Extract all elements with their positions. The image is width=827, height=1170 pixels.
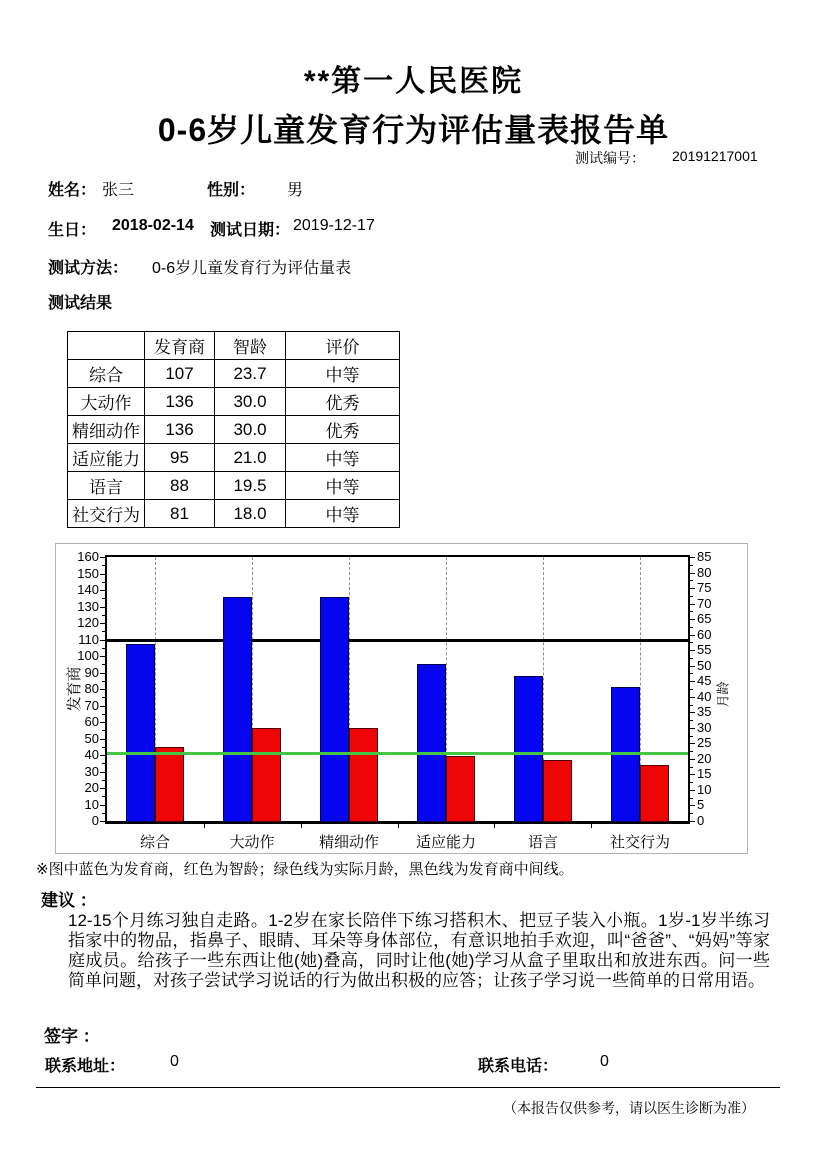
right-minor-tick xyxy=(690,611,693,612)
right-tick-label: 35 xyxy=(697,704,712,719)
report-title: 0-6岁儿童发育行为评估量表报告单 xyxy=(157,112,670,148)
category-label-4: 语言 xyxy=(527,834,558,851)
category-label-5: 社交行为 xyxy=(609,834,670,851)
left-minor-tick xyxy=(102,714,105,715)
left-tick xyxy=(100,656,105,657)
method-line xyxy=(0,255,827,275)
left-tick xyxy=(100,623,105,624)
right-tick-label: 20 xyxy=(697,751,712,766)
bar-ma-5 xyxy=(640,765,669,822)
row-rating: 中等 xyxy=(286,360,400,388)
left-tick xyxy=(100,772,105,773)
category-label-0: 综合 xyxy=(139,834,170,851)
bar-dq-1 xyxy=(223,597,252,822)
axis-left xyxy=(105,555,107,823)
row-rating: 优秀 xyxy=(286,416,400,444)
phone-value: 0 xyxy=(600,1053,609,1070)
chart-plot-area xyxy=(56,544,747,853)
x-tick xyxy=(398,824,399,828)
right-tick xyxy=(690,743,695,744)
test-date-label: 测试日期： xyxy=(210,222,291,239)
left-tick xyxy=(100,722,105,723)
left-tick-label: 140 xyxy=(77,582,99,597)
left-axis-title: 发育商 xyxy=(66,666,83,712)
right-tick-label: 15 xyxy=(697,766,712,781)
left-minor-tick xyxy=(102,648,105,649)
disclaimer-text: （本报告仅供参考，请以医生诊断为准） xyxy=(503,1100,755,1116)
left-minor-tick xyxy=(102,780,105,781)
right-minor-tick xyxy=(690,627,693,628)
bar-ma-0 xyxy=(155,747,184,822)
right-tick-label: 85 xyxy=(697,549,712,564)
right-tick xyxy=(690,790,695,791)
signature-label: 签字 ： xyxy=(44,1027,100,1046)
right-tick xyxy=(690,728,695,729)
left-tick xyxy=(100,590,105,591)
category-label-2: 精细动作 xyxy=(318,834,379,851)
right-minor-tick xyxy=(690,596,693,597)
left-minor-tick xyxy=(102,582,105,583)
header-cell-rating: 评价 xyxy=(286,332,400,360)
x-tick xyxy=(301,824,302,828)
reference-line-实际月龄 xyxy=(107,752,688,755)
right-tick xyxy=(690,681,695,682)
row-name: 精细动作 xyxy=(68,416,145,444)
left-tick-label: 100 xyxy=(77,648,99,663)
birth-label: 生日： xyxy=(48,222,97,239)
birth-value: 2018-02-14 xyxy=(112,217,194,234)
bar-ma-1 xyxy=(252,728,281,822)
right-tick xyxy=(690,759,695,760)
right-tick xyxy=(690,821,695,822)
right-tick xyxy=(690,604,695,605)
left-minor-tick xyxy=(102,631,105,632)
right-tick-label: 65 xyxy=(697,611,712,626)
right-tick-label: 5 xyxy=(697,797,705,812)
left-tick-label: 30 xyxy=(84,764,99,779)
x-tick xyxy=(494,824,495,828)
right-tick-label: 25 xyxy=(697,735,712,750)
row-name: 适应能力 xyxy=(68,444,145,472)
right-tick xyxy=(690,774,695,775)
right-tick xyxy=(690,557,695,558)
row-name: 语言 xyxy=(68,472,145,500)
right-tick xyxy=(690,650,695,651)
test-date-value: 2019-12-17 xyxy=(293,217,375,234)
results-table xyxy=(67,331,400,528)
right-minor-tick xyxy=(690,642,693,643)
address-value: 0 xyxy=(170,1053,179,1070)
left-tick-label: 120 xyxy=(77,615,99,630)
phone-label: 联系电话： xyxy=(478,1058,559,1075)
row-ma: 18.0 xyxy=(215,500,286,528)
left-minor-tick xyxy=(102,747,105,748)
table-row xyxy=(68,388,400,416)
right-tick xyxy=(690,573,695,574)
row-ma: 19.5 xyxy=(215,472,286,500)
right-tick-label: 80 xyxy=(697,565,712,580)
right-tick-label: 75 xyxy=(697,580,712,595)
name-value: 张三 xyxy=(102,182,135,199)
x-tick xyxy=(204,824,205,828)
row-dq: 81 xyxy=(145,500,215,528)
left-tick-label: 50 xyxy=(84,731,99,746)
row-name: 综合 xyxy=(68,360,145,388)
right-axis-title: 月龄 xyxy=(715,681,731,708)
row-rating: 中等 xyxy=(286,472,400,500)
row-rating: 中等 xyxy=(286,444,400,472)
footer-divider xyxy=(36,1087,780,1088)
right-tick xyxy=(690,619,695,620)
row-dq: 136 xyxy=(145,388,215,416)
header-cell-blank xyxy=(68,332,145,360)
left-minor-tick xyxy=(102,796,105,797)
left-tick xyxy=(100,821,105,822)
right-tick-label: 70 xyxy=(697,596,712,611)
left-tick-label: 70 xyxy=(84,698,99,713)
right-minor-tick xyxy=(690,782,693,783)
row-rating: 中等 xyxy=(286,500,400,528)
right-tick-label: 30 xyxy=(697,720,712,735)
name-label: 姓名： xyxy=(48,182,97,199)
left-minor-tick xyxy=(102,598,105,599)
left-tick xyxy=(100,755,105,756)
left-tick-label: 110 xyxy=(78,632,99,647)
category-label-3: 适应能力 xyxy=(415,834,476,851)
row-dq: 88 xyxy=(145,472,215,500)
right-tick-label: 60 xyxy=(697,627,712,642)
right-tick-label: 40 xyxy=(697,689,712,704)
method-value: 0-6岁儿童发育行为评估量表 xyxy=(152,260,352,277)
right-minor-tick xyxy=(690,580,693,581)
test-no-line xyxy=(0,148,827,166)
left-tick xyxy=(100,640,105,641)
left-tick-label: 60 xyxy=(84,714,99,729)
x-tick xyxy=(591,824,592,828)
right-tick xyxy=(690,712,695,713)
right-minor-tick xyxy=(690,720,693,721)
right-tick-label: 10 xyxy=(697,782,712,797)
left-tick-label: 20 xyxy=(84,780,99,795)
result-section-label: 测试结果 xyxy=(48,295,113,312)
left-minor-tick xyxy=(102,565,105,566)
row-dq: 136 xyxy=(145,416,215,444)
right-minor-tick xyxy=(690,798,693,799)
left-tick xyxy=(100,557,105,558)
right-tick xyxy=(690,697,695,698)
row-ma: 30.0 xyxy=(215,416,286,444)
left-tick-label: 90 xyxy=(84,665,99,680)
right-tick-label: 50 xyxy=(697,658,712,673)
right-tick xyxy=(690,588,695,589)
chart-legend-note: ※图中蓝色为发育商，红色为智龄；绿色线为实际月龄，黑色线为发育商中间线。 xyxy=(36,861,574,878)
right-tick-label: 45 xyxy=(697,673,712,688)
left-tick xyxy=(100,805,105,806)
left-tick-label: 40 xyxy=(84,747,99,762)
right-tick xyxy=(690,635,695,636)
left-tick-label: 130 xyxy=(77,599,99,614)
right-minor-tick xyxy=(690,736,693,737)
left-minor-tick xyxy=(102,763,105,764)
left-tick-label: 10 xyxy=(84,797,99,812)
right-minor-tick xyxy=(690,658,693,659)
left-minor-tick xyxy=(102,730,105,731)
row-ma: 21.0 xyxy=(215,444,286,472)
right-tick xyxy=(690,805,695,806)
left-tick-label: 150 xyxy=(77,566,99,581)
bar-dq-4 xyxy=(514,676,543,822)
left-tick xyxy=(100,673,105,674)
left-tick xyxy=(100,788,105,789)
left-minor-tick xyxy=(102,664,105,665)
left-tick-label: 80 xyxy=(84,681,99,696)
row-dq: 95 xyxy=(145,444,215,472)
right-minor-tick xyxy=(690,705,693,706)
row-ma: 23.7 xyxy=(215,360,286,388)
table-row xyxy=(68,416,400,444)
row-name: 大动作 xyxy=(68,388,145,416)
gender-label: 性别： xyxy=(207,182,256,199)
axis-top xyxy=(105,555,690,557)
right-minor-tick xyxy=(690,813,693,814)
left-tick xyxy=(100,689,105,690)
right-minor-tick xyxy=(690,767,693,768)
table-row xyxy=(68,500,400,528)
advice-label: 建议 ： xyxy=(41,891,97,910)
left-tick-label: 160 xyxy=(77,549,99,564)
name-line xyxy=(0,177,827,197)
table-header-row xyxy=(68,332,400,360)
left-minor-tick xyxy=(102,681,105,682)
left-minor-tick xyxy=(102,697,105,698)
right-minor-tick xyxy=(690,565,693,566)
left-tick xyxy=(100,706,105,707)
birth-line xyxy=(0,217,827,237)
test-no-label: 测试编号： xyxy=(575,150,645,166)
right-minor-tick xyxy=(690,689,693,690)
left-tick-label: 0 xyxy=(91,813,99,828)
row-ma: 30.0 xyxy=(215,388,286,416)
table-row xyxy=(68,444,400,472)
advice-text: 12-15个月练习独自走路。1-2岁在家长陪伴下练习搭积木、把豆子装入小瓶。1岁-1岁半练习指家中的物品，指鼻子、眼睛、耳朵等身体部位，有意识地拍手欢迎，叫“爸爸”、“妈妈”等家庭成员。给孩子一些东西让他(她)叠高，同时让他(她)学习从盒子里取出和放进东西。问一些简单问题，对孩子尝试学习说话的行为做出积极的应答；让孩子学习说一些简单的日常用语。 xyxy=(68,911,770,990)
header-cell-dq: 发育商 xyxy=(145,332,215,360)
left-tick xyxy=(100,607,105,608)
right-tick-label: 0 xyxy=(697,813,705,828)
row-name: 社交行为 xyxy=(68,500,145,528)
address-label: 联系地址： xyxy=(45,1058,126,1075)
left-minor-tick xyxy=(102,615,105,616)
row-rating: 优秀 xyxy=(286,388,400,416)
gender-value: 男 xyxy=(287,182,304,199)
right-minor-tick xyxy=(690,673,693,674)
hospital-name: **第一人民医院 xyxy=(303,65,524,98)
bar-ma-2 xyxy=(349,728,378,822)
category-label-1: 大动作 xyxy=(229,834,275,851)
reference-line-发育商中间线 xyxy=(107,639,688,642)
right-tick xyxy=(690,666,695,667)
bar-dq-2 xyxy=(320,597,349,822)
dq-bar-chart xyxy=(55,543,748,854)
test-no-value: 20191217001 xyxy=(672,148,758,164)
bar-dq-3 xyxy=(417,664,446,822)
table-row xyxy=(68,472,400,500)
left-tick xyxy=(100,574,105,575)
header-cell-ma: 智龄 xyxy=(215,332,286,360)
row-dq: 107 xyxy=(145,360,215,388)
right-minor-tick xyxy=(690,751,693,752)
left-tick xyxy=(100,739,105,740)
table-row xyxy=(68,360,400,388)
bar-dq-0 xyxy=(126,644,155,822)
left-minor-tick xyxy=(102,813,105,814)
contact-line xyxy=(0,1053,827,1073)
bar-ma-4 xyxy=(543,760,572,822)
method-label: 测试方法： xyxy=(48,260,129,277)
right-tick-label: 55 xyxy=(697,642,712,657)
bar-ma-3 xyxy=(446,756,475,822)
